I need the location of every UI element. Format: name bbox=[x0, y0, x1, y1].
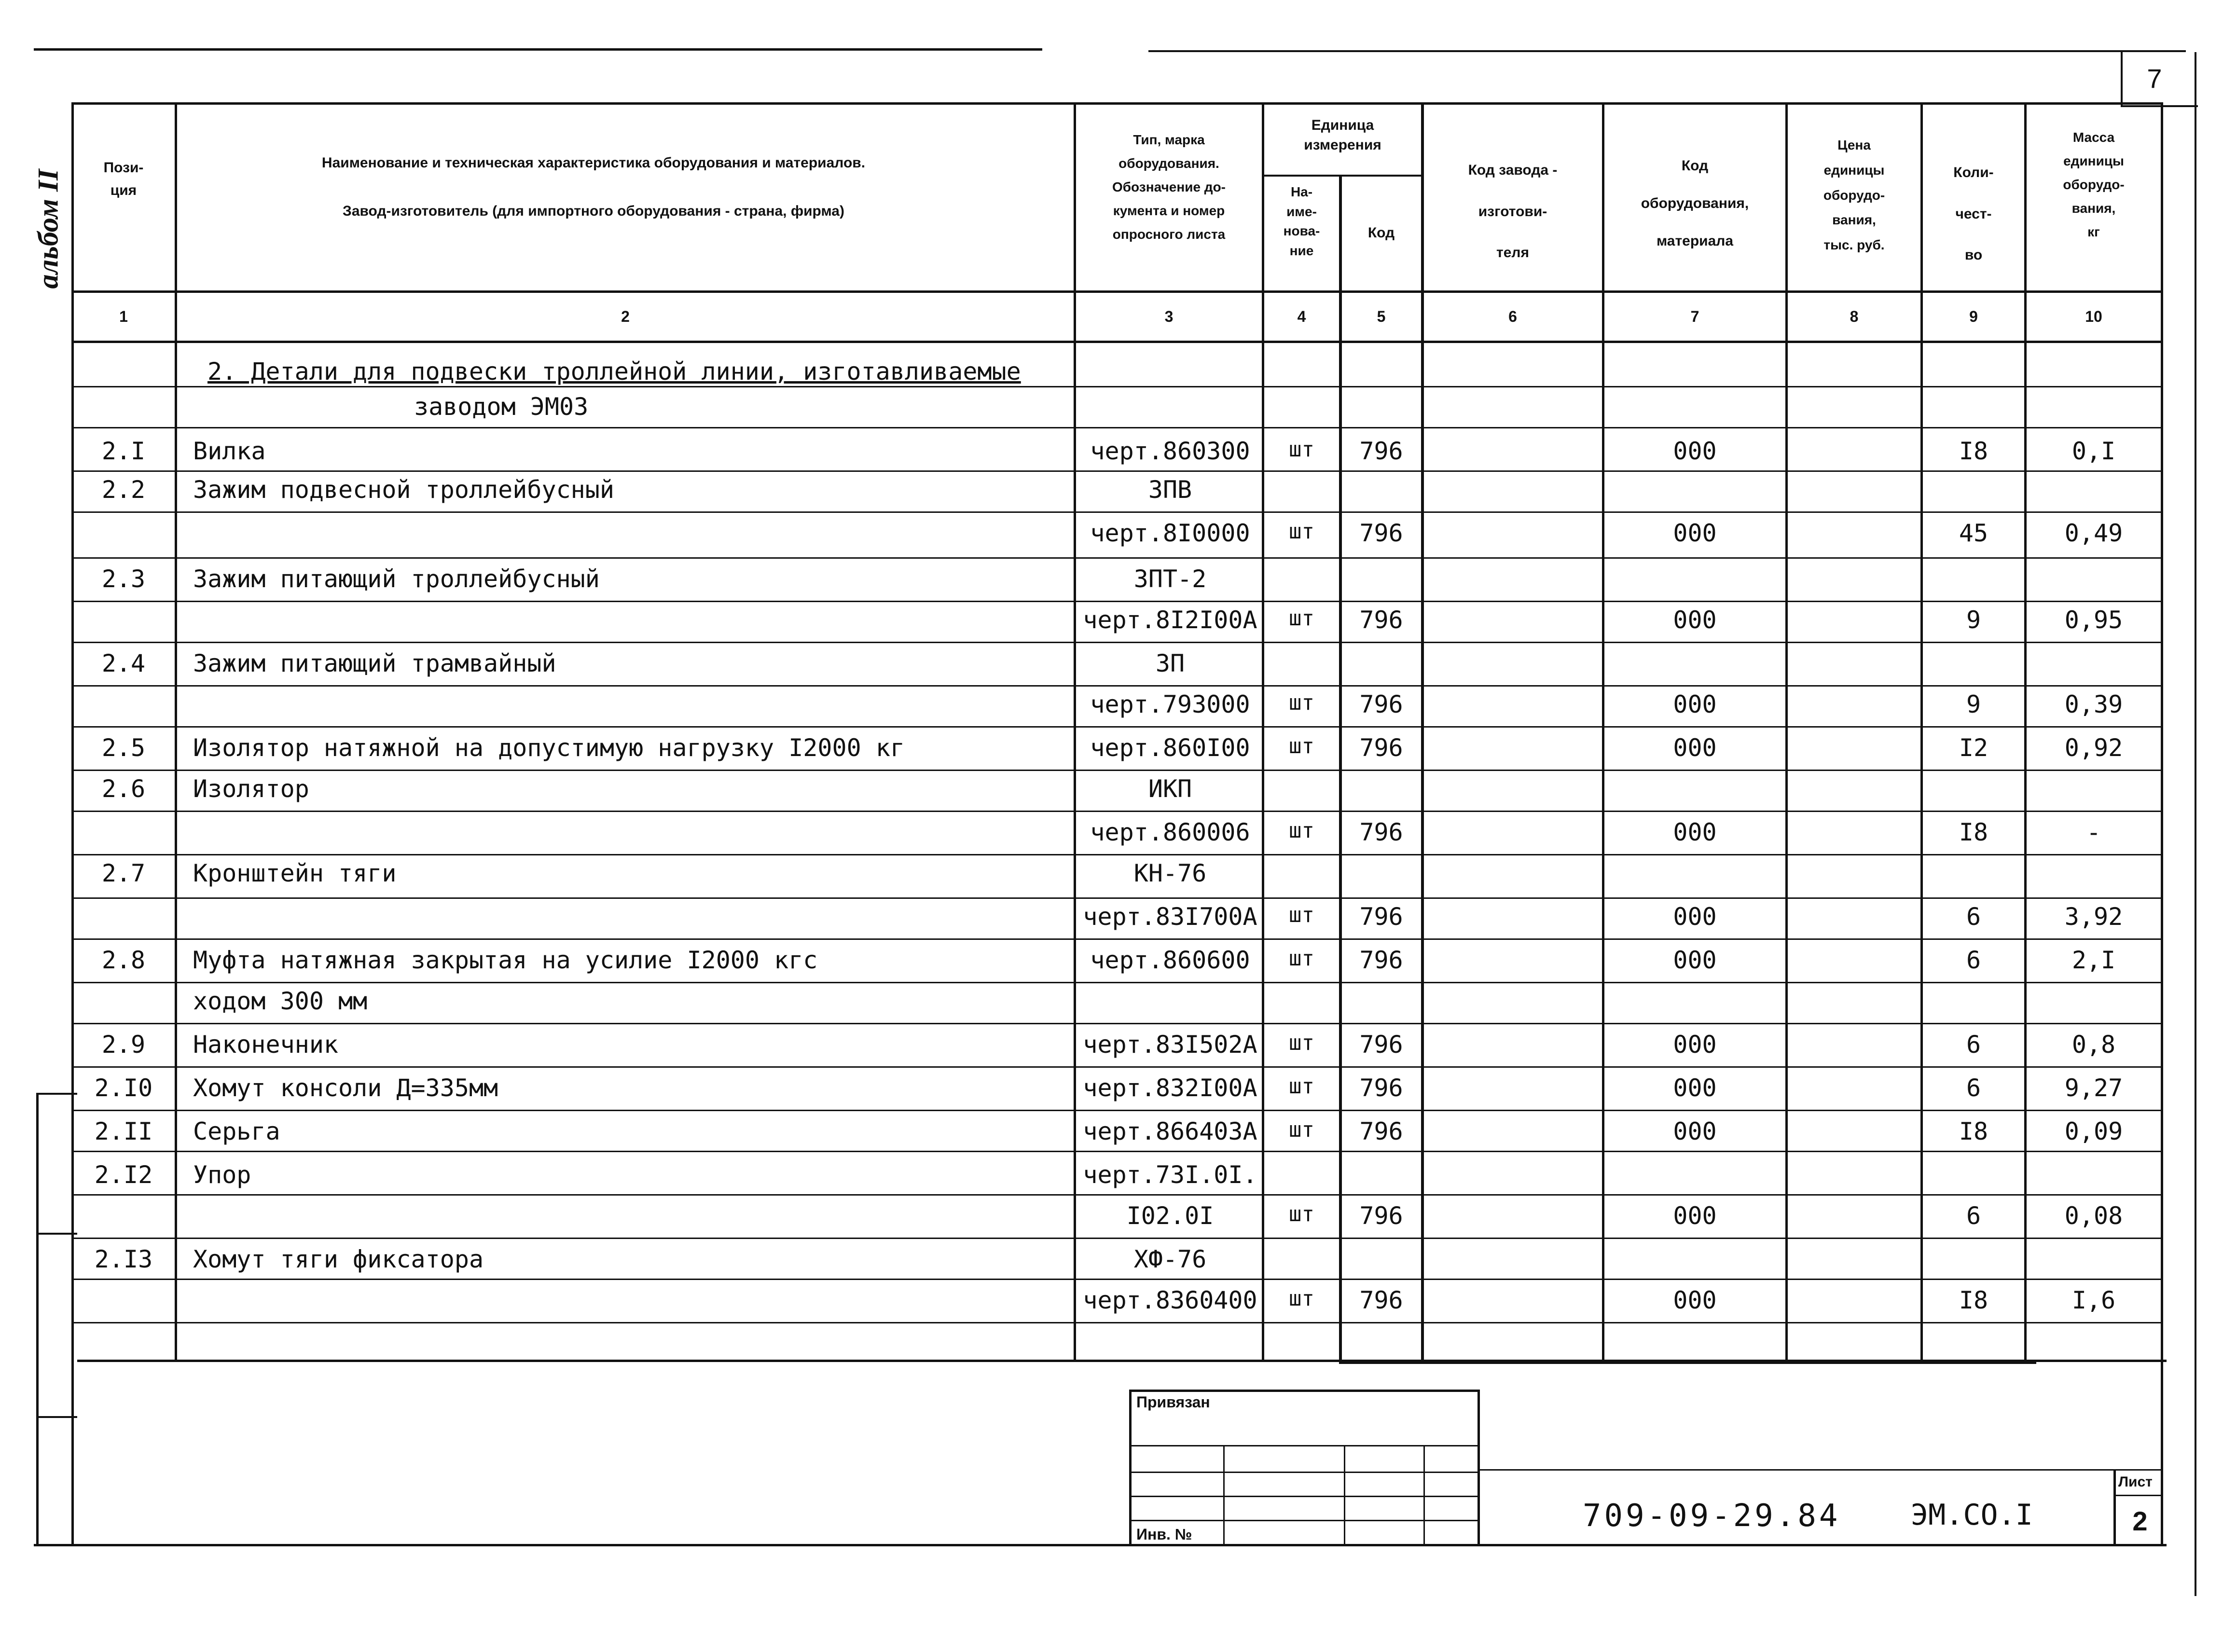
cell-quantity: 6 bbox=[1966, 903, 1981, 931]
column-number-6: 6 bbox=[1508, 308, 1517, 325]
column-number-7: 7 bbox=[1690, 308, 1699, 325]
column-number-9: 9 bbox=[1969, 308, 1978, 325]
cell-name: Хомут тяги фиксатора bbox=[193, 1245, 484, 1273]
cell-unit-code: 796 bbox=[1359, 1202, 1403, 1230]
cell-mass: 0,I bbox=[2071, 437, 2116, 465]
cell-mark: черт.832I00А bbox=[1083, 1074, 1257, 1102]
cell-mass: 0,09 bbox=[2064, 1117, 2123, 1145]
cell-quantity: I2 bbox=[1959, 734, 1988, 762]
cell-mark: ИКП bbox=[1148, 775, 1192, 803]
cell-unit-code: 796 bbox=[1359, 734, 1403, 762]
column-number-4: 4 bbox=[1297, 308, 1306, 325]
cell-mass: 0,39 bbox=[2064, 690, 2123, 718]
inventory-label: Инв. № bbox=[1136, 1526, 1192, 1543]
cell-unit-code: 796 bbox=[1359, 606, 1403, 634]
cell-name: Серьга bbox=[193, 1117, 280, 1145]
cell-quantity: 6 bbox=[1966, 946, 1981, 974]
cell-unit-code: 796 bbox=[1359, 1286, 1403, 1314]
cell-material-code: 000 bbox=[1673, 1031, 1717, 1059]
cell-unit: шт bbox=[1289, 437, 1314, 462]
cell-mark: черт.860300 bbox=[1090, 437, 1250, 465]
cell-name: Хомут консоли Д=335мм bbox=[193, 1074, 498, 1102]
column-number-2: 2 bbox=[621, 308, 630, 325]
section-title-cont: заводом ЭМ03 bbox=[414, 393, 589, 421]
cell-mark: ЗПВ bbox=[1148, 476, 1192, 504]
header-name-line1: Наименование и техническая характеристика оборудования и материалов. bbox=[321, 155, 866, 171]
cell-name: Зажим питающий трамвайный bbox=[193, 649, 556, 677]
document-code: ЭМ.СО.I bbox=[1911, 1498, 2033, 1532]
cell-material-code: 000 bbox=[1673, 690, 1717, 718]
sheet-label: Лист bbox=[2118, 1474, 2153, 1490]
header-material-code: Код оборудования, материала bbox=[1641, 158, 1749, 249]
cell-mark: ЗПТ-2 bbox=[1133, 565, 1207, 593]
cell-quantity: 9 bbox=[1966, 690, 1981, 718]
cell-position: 2.3 bbox=[101, 565, 146, 593]
cell-material-code: 000 bbox=[1673, 437, 1717, 465]
cell-mark: черт.8I0000 bbox=[1090, 519, 1250, 547]
cell-mass: 0,08 bbox=[2064, 1202, 2123, 1230]
cell-unit: шт bbox=[1289, 734, 1314, 758]
column-number-8: 8 bbox=[1850, 308, 1859, 325]
cell-name: Упор bbox=[193, 1161, 251, 1189]
header-mass: Масса единицы оборудо- вания, кг bbox=[2063, 130, 2125, 239]
sheet-number: 2 bbox=[2132, 1506, 2148, 1536]
cell-material-code: 000 bbox=[1673, 519, 1717, 547]
cell-position: 2.2 bbox=[101, 476, 146, 504]
cell-unit: шт bbox=[1289, 1074, 1314, 1099]
column-number-1: 1 bbox=[119, 308, 128, 325]
header-name-line2: Завод-изготовитель (для импортного оборудования - страна, фирма) bbox=[343, 203, 844, 219]
cell-quantity: I8 bbox=[1959, 1117, 1988, 1145]
cell-name: Вилка bbox=[193, 437, 266, 465]
cell-quantity: 6 bbox=[1966, 1202, 1981, 1230]
cell-unit-code: 796 bbox=[1359, 946, 1403, 974]
cell-position: 2.II bbox=[94, 1117, 153, 1145]
header-quantity: Коли- чест- во bbox=[1953, 165, 1994, 263]
column-number-3: 3 bbox=[1164, 308, 1174, 325]
header-unit: Единица измерения bbox=[1304, 117, 1381, 153]
cell-name: Зажим питающий троллейбусный bbox=[193, 565, 600, 593]
column-number-10: 10 bbox=[2085, 308, 2102, 325]
cell-mass: I,6 bbox=[2071, 1286, 2116, 1314]
cell-quantity: 9 bbox=[1966, 606, 1981, 634]
cell-position: 2.6 bbox=[101, 775, 146, 803]
header-unit-code: Код bbox=[1367, 225, 1395, 241]
header-position: Пози- ция bbox=[103, 160, 144, 198]
cell-unit: шт bbox=[1289, 1202, 1314, 1226]
cell-material-code: 000 bbox=[1673, 1117, 1717, 1145]
cell-position: 2.8 bbox=[101, 946, 146, 974]
cell-name: Кронштейн тяги bbox=[193, 859, 397, 887]
cell-quantity: I8 bbox=[1959, 1286, 1988, 1314]
cell-material-code: 000 bbox=[1673, 818, 1717, 846]
cell-unit: шт bbox=[1289, 1031, 1314, 1055]
cell-position: 2.4 bbox=[101, 649, 146, 677]
cell-mass: 0,49 bbox=[2064, 519, 2123, 547]
cell-mass: 9,27 bbox=[2064, 1074, 2123, 1102]
cell-unit-code: 796 bbox=[1359, 903, 1403, 931]
header-factory-code: Код завода - изготови- теля bbox=[1468, 162, 1558, 261]
cell-mark: черт.860600 bbox=[1090, 946, 1250, 974]
cell-position: 2.5 bbox=[101, 734, 146, 762]
cell-mark: черт.8I2I00А bbox=[1083, 606, 1257, 634]
cell-unit: шт bbox=[1289, 818, 1314, 843]
cell-material-code: 000 bbox=[1673, 903, 1717, 931]
cell-mass: - bbox=[2086, 818, 2101, 846]
cell-unit: шт bbox=[1289, 1117, 1314, 1142]
cell-material-code: 000 bbox=[1673, 606, 1717, 634]
cell-mark: I02.0I bbox=[1126, 1202, 1214, 1230]
cell-mark: черт.83I700А bbox=[1083, 903, 1257, 931]
cell-quantity: 6 bbox=[1966, 1031, 1981, 1059]
column-number-5: 5 bbox=[1377, 308, 1386, 325]
document-number: 709-09-29.84 bbox=[1583, 1498, 1841, 1534]
bound-label: Привязан bbox=[1136, 1393, 1210, 1411]
cell-position: 2.I2 bbox=[94, 1161, 153, 1189]
cell-position: 2.I0 bbox=[94, 1074, 153, 1102]
cell-mark: ЗП bbox=[1155, 649, 1185, 677]
cell-quantity: 6 bbox=[1966, 1074, 1981, 1102]
cell-unit-code: 796 bbox=[1359, 818, 1403, 846]
cell-unit: шт bbox=[1289, 903, 1314, 927]
cell-material-code: 000 bbox=[1673, 1286, 1717, 1314]
cell-material-code: 000 bbox=[1673, 1074, 1717, 1102]
cell-unit-code: 796 bbox=[1359, 437, 1403, 465]
cell-unit: шт bbox=[1289, 946, 1314, 971]
cell-mass: 3,92 bbox=[2064, 903, 2123, 931]
cell-quantity: I8 bbox=[1959, 437, 1988, 465]
cell-unit: шт bbox=[1289, 690, 1314, 715]
cell-name: ходом 300 мм bbox=[193, 987, 368, 1015]
cell-unit-code: 796 bbox=[1359, 1117, 1403, 1145]
cell-mark: черт.860006 bbox=[1090, 818, 1250, 846]
cell-material-code: 000 bbox=[1673, 734, 1717, 762]
page-number: 7 bbox=[2147, 63, 2162, 94]
cell-name: Изолятор натяжной на допустимую нагрузку I2000 кг bbox=[193, 734, 905, 762]
cell-mass: 0,95 bbox=[2064, 606, 2123, 634]
cell-mass: 2,I bbox=[2071, 946, 2116, 974]
cell-name: Зажим подвесной троллейбусный bbox=[193, 476, 614, 504]
cell-unit-code: 796 bbox=[1359, 690, 1403, 718]
cell-mark: черт.866403А bbox=[1083, 1117, 1257, 1145]
cell-mark: черт.793000 bbox=[1090, 690, 1250, 718]
cell-position: 2.I3 bbox=[94, 1245, 153, 1273]
cell-quantity: I8 bbox=[1959, 818, 1988, 846]
cell-name: Муфта натяжная закрытая на усилие I2000 кгс bbox=[193, 946, 818, 974]
cell-mark: ХФ-76 bbox=[1133, 1245, 1207, 1273]
cell-name: Изолятор bbox=[193, 775, 309, 803]
cell-mark: КН-76 bbox=[1133, 859, 1207, 887]
cell-mark: черт.8360400 bbox=[1083, 1286, 1257, 1314]
section-title: 2. Детали для подвески троллейной линии, изготавливаемые bbox=[207, 358, 1021, 385]
cell-unit: шт bbox=[1289, 519, 1314, 544]
cell-mass: 0,8 bbox=[2071, 1031, 2116, 1059]
cell-position: 2.I bbox=[101, 437, 146, 465]
cell-mass: 0,92 bbox=[2064, 734, 2123, 762]
header-unit-name: На- име- нова- ние bbox=[1283, 184, 1320, 258]
cell-position: 2.9 bbox=[101, 1031, 146, 1059]
cell-quantity: 45 bbox=[1959, 519, 1988, 547]
cell-mark: черт.860I00 bbox=[1090, 734, 1250, 762]
cell-unit-code: 796 bbox=[1359, 1031, 1403, 1059]
cell-mark: черт.83I502А bbox=[1083, 1031, 1257, 1059]
cell-unit-code: 796 bbox=[1359, 1074, 1403, 1102]
cell-mark: черт.73I.0I. bbox=[1083, 1161, 1257, 1189]
cell-unit: шт bbox=[1289, 1286, 1314, 1311]
cell-material-code: 000 bbox=[1673, 1202, 1717, 1230]
cell-unit-code: 796 bbox=[1359, 519, 1403, 547]
header-type-mark: Тип, марка оборудования. Обозначение до- кумента и номер опросного листа bbox=[1112, 132, 1226, 242]
header-price: Цена единицы оборудо- вания, тыс. руб. bbox=[1823, 138, 1885, 253]
album-label: альбом II bbox=[32, 169, 64, 289]
cell-position: 2.7 bbox=[101, 859, 146, 887]
cell-material-code: 000 bbox=[1673, 946, 1717, 974]
cell-name: Наконечник bbox=[193, 1031, 339, 1059]
cell-unit: шт bbox=[1289, 606, 1314, 631]
